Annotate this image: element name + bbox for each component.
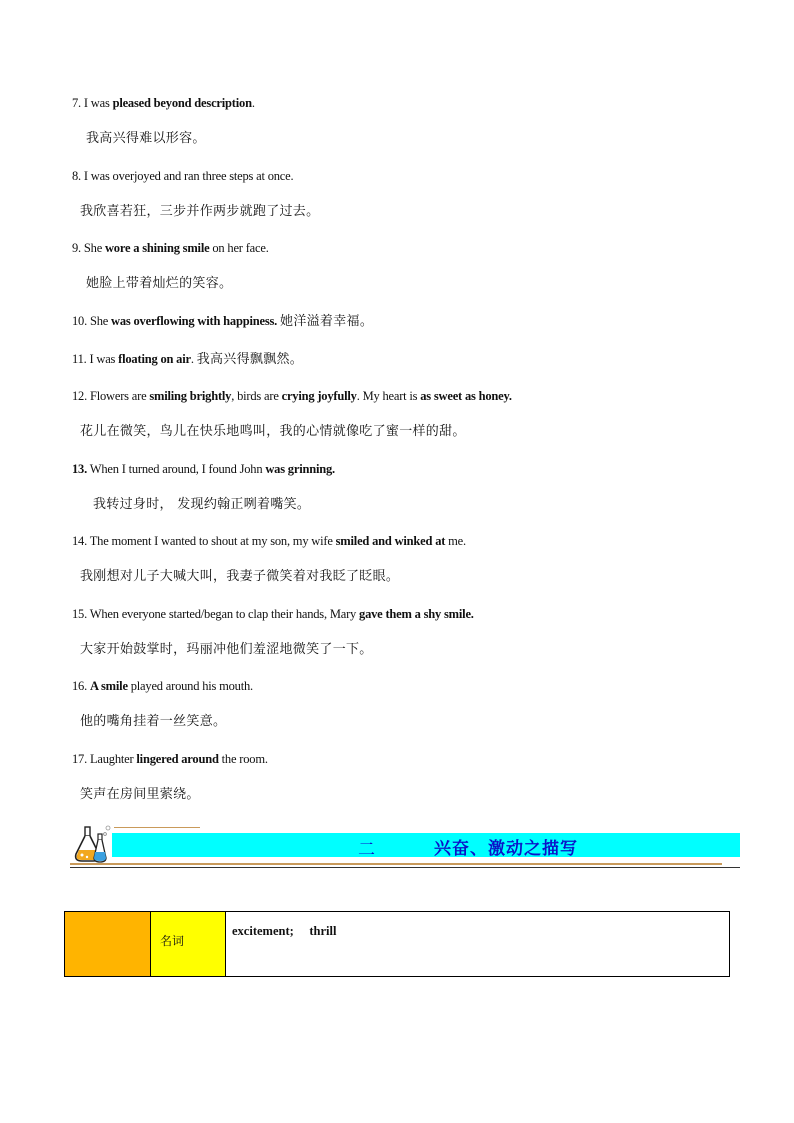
sentence-8-en: 8. I was overjoyed and ran three steps at once. <box>72 169 294 183</box>
header-top-rule <box>114 827 200 828</box>
sentence-13-en: 13. When I turned around, I found John was grinning. <box>72 462 335 476</box>
section-title: 兴奋、激动之描写 <box>434 839 578 859</box>
header-bar <box>112 833 740 860</box>
vocab-table <box>64 911 730 977</box>
sentence-17-zh: 笑声在房间里萦绕。 <box>80 787 200 802</box>
pos-label: 名词 <box>160 934 185 948</box>
sentence-15-en: 15. When everyone started/began to clap their hands, Mary gave them a shy smile. <box>72 607 474 621</box>
sentence-7-en: 7. I was pleased beyond description. <box>72 96 255 110</box>
category-cell <box>65 912 151 976</box>
sentence-9-en: 9. She wore a shining smile on her face. <box>72 241 269 255</box>
header-rule-gold <box>70 863 722 865</box>
words-cell <box>226 912 729 976</box>
pos-cell <box>151 912 226 976</box>
sentence-12-en: 12. Flowers are smiling brightly, birds are crying joyfully. My heart is as sweet as honey. <box>72 389 512 403</box>
sentence-14-en: 14. The moment I wanted to shout at my son, my wife smiled and winked at me. <box>72 534 466 548</box>
sentence-8-zh: 我欣喜若狂，三步并作两步就跑了过去。 <box>80 204 320 219</box>
sentence-15-zh: 大家开始鼓掌时，玛丽冲他们羞涩地微笑了一下。 <box>80 642 373 657</box>
sentence-17-en: 17. Laughter lingered around the room. <box>72 752 268 766</box>
sentence-9-zh: 她脸上带着灿烂的笑容。 <box>86 276 233 291</box>
sentence-16-zh: 他的嘴角挂着一丝笑意。 <box>80 714 227 729</box>
sentence-14-zh: 我刚想对儿子大喊大叫，我妻子微笑着对我眨了眨眼。 <box>80 569 400 584</box>
sentence-11: 11. I was floating on air. 我高兴得飘飘然。 <box>72 352 304 367</box>
flask-icon <box>70 824 112 864</box>
section-number: 二 <box>358 840 375 860</box>
sentence-10: 10. She was overflowing with happiness. 她洋溢着幸福。 <box>72 314 374 329</box>
section-header <box>70 822 742 870</box>
sentence-12-zh: 花儿在微笑，鸟儿在快乐地鸣叫，我的心情就像吃了蜜一样的甜。 <box>80 424 466 439</box>
header-rule-dark <box>70 867 740 868</box>
sentence-7-zh: 我高兴得难以形容。 <box>86 131 206 146</box>
sentence-16-en: 16. A smile played around his mouth. <box>72 679 253 693</box>
words-text: excitement; thrill <box>232 924 337 938</box>
sentence-13-zh: 我转过身时， 发现约翰正咧着嘴笑。 <box>93 497 311 512</box>
